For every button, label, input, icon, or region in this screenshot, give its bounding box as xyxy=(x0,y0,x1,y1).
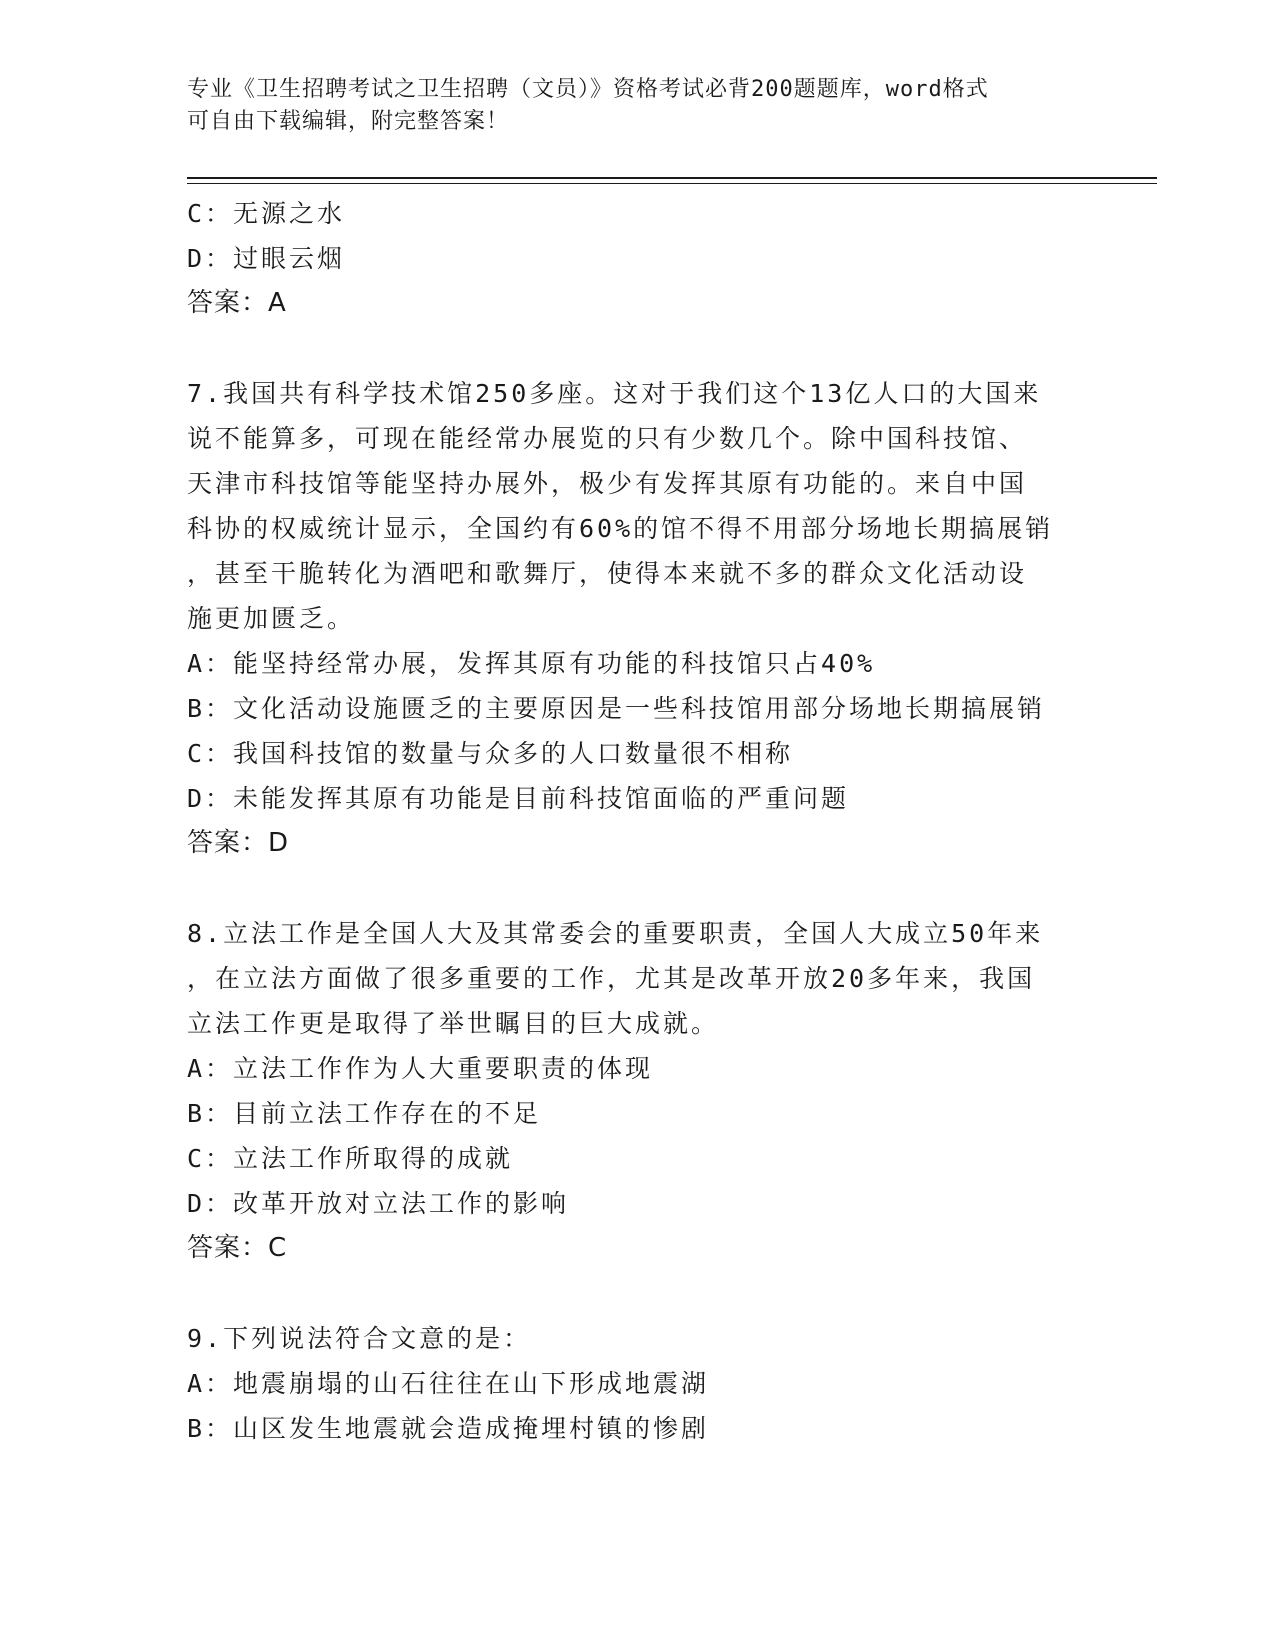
spacer xyxy=(187,866,1087,911)
header-title-line-2: 可自由下载编辑，附完整答案！ xyxy=(187,109,510,134)
question-6-tail xyxy=(187,191,1087,326)
answer-line: 答案：D xyxy=(187,828,290,858)
option-b: B：目前立法工作存在的不足 xyxy=(187,1099,542,1128)
question-7 xyxy=(187,371,1087,866)
question-8 xyxy=(187,911,1087,1271)
option-a: A：立法工作作为人大重要职责的体现 xyxy=(187,1054,654,1083)
option-d: D：未能发挥其原有功能是目前科技馆面临的严重问题 xyxy=(187,784,850,813)
option-c: C：立法工作所取得的成就 xyxy=(187,1144,514,1173)
option-b: B：山区发生地震就会造成掩埋村镇的惨剧 xyxy=(187,1414,710,1443)
spacer xyxy=(187,326,1087,371)
answer-line: 答案：C xyxy=(187,1233,288,1263)
header-title-line-1: 专业《卫生招聘考试之卫生招聘（文员）》资格考试必背200题题库，word格式 xyxy=(187,77,989,102)
question-stem-line: 施更加匮乏。 xyxy=(187,604,356,633)
option-c: C：无源之水 xyxy=(187,199,346,228)
question-stem-line: ，在立法方面做了很多重要的工作，尤其是改革开放20多年来，我国 xyxy=(187,964,1036,993)
option-a: A：地震崩塌的山石往往在山下形成地震湖 xyxy=(187,1369,710,1398)
question-stem-line: 8.立法工作是全国人大及其常委会的重要职责，全国人大成立50年来 xyxy=(187,919,1044,948)
question-list xyxy=(187,191,1087,1451)
option-d: D：改革开放对立法工作的影响 xyxy=(187,1189,570,1218)
option-a: A：能坚持经常办展，发挥其原有功能的科技馆只占40% xyxy=(187,649,876,678)
page-header xyxy=(187,74,1087,138)
question-stem-line: 天津市科技馆等能坚持办展外，极少有发挥其原有功能的。来自中国 xyxy=(187,469,1028,498)
option-d: D：过眼云烟 xyxy=(187,244,346,273)
question-stem-line: ，甚至干脆转化为酒吧和歌舞厅，使得本来就不多的群众文化活动设 xyxy=(187,559,1028,588)
question-stem-line: 7.我国共有科学技术馆250多座。这对于我们这个13亿人口的大国来 xyxy=(187,379,1042,408)
header-divider-thin xyxy=(187,183,1157,184)
question-9 xyxy=(187,1316,1087,1451)
option-b: B：文化活动设施匮乏的主要原因是一些科技馆用部分场地长期搞展销 xyxy=(187,694,1046,723)
question-stem-line: 立法工作更是取得了举世瞩目的巨大成就。 xyxy=(187,1009,720,1038)
header-divider-thick xyxy=(187,177,1157,179)
question-stem-line: 科协的权威统计显示，全国约有60%的馆不得不用部分场地长期搞展销 xyxy=(187,514,1054,543)
answer-line: 答案：A xyxy=(187,288,287,318)
question-stem-line: 说不能算多，可现在能经常办展览的只有少数几个。除中国科技馆、 xyxy=(187,424,1028,453)
question-stem-line: 9.下列说法符合文意的是： xyxy=(187,1324,532,1353)
spacer xyxy=(187,1271,1087,1316)
option-c: C：我国科技馆的数量与众多的人口数量很不相称 xyxy=(187,739,794,768)
